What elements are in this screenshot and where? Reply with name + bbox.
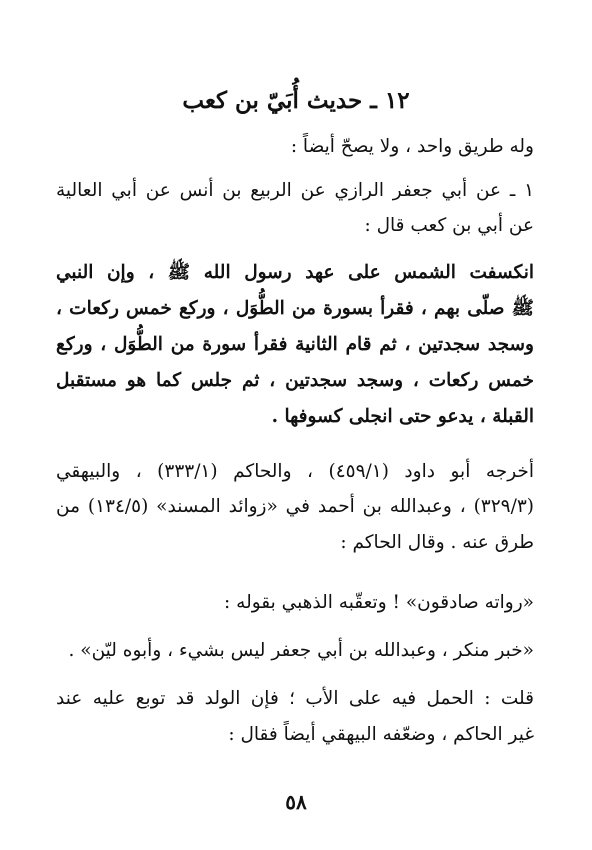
takhrij-line-2: (٣٢٩/٣) ، وعبدالله بن أحمد في «زوائد المسند» (١٣٤/٥) من bbox=[56, 496, 534, 517]
takhrij-line-3: طرق عنه . وقال الحاكم : bbox=[340, 532, 534, 553]
hadith-text-line-4: خمس ركعات ، وسجد سجدتين ، ثم جلس كما هو مستقبل bbox=[56, 370, 534, 391]
hadith-text-line-1: انكسفت الشمس على عهد رسول الله ﷺ ، وإن النبي bbox=[56, 262, 534, 283]
dhahabi-quote: «خبر منكر ، وعبدالله بن أبي جعفر ليس بشيء ، وأبوه ليّن» . bbox=[68, 640, 534, 661]
hadith-text-line-2: ﷺ صلّى بهم ، فقرأ بسورة من الطُّوَل ، وركع خمس ركعات ، bbox=[56, 298, 534, 319]
author-comment-line-2: غير الحاكم ، وضعّفه البيهقي أيضاً فقال : bbox=[228, 724, 534, 745]
takhrij-line-1: أخرجه أبو داود (٤٥٩/١) ، والحاكم (٣٣٣/١) ، والبيهقي bbox=[56, 461, 534, 482]
narration-line-2: عن أبي بن كعب قال : bbox=[364, 215, 534, 236]
narration-line-1: ١ ـ عن أبي جعفر الرازي عن الربيع بن أنس عن أبي العالية bbox=[56, 180, 534, 201]
page-number: ٥٨ bbox=[285, 790, 307, 814]
hakim-quote: «رواته صادقون» ! وتعقّبه الذهبي بقوله : bbox=[224, 592, 534, 613]
intro-line: وله طريق واحد ، ولا يصحّ أيضاً : bbox=[290, 136, 534, 157]
hadith-text-line-3: وسجد سجدتين ، ثم قام الثانية فقرأ سورة من الطُّوَل ، وركع bbox=[56, 334, 534, 355]
section-title: ١٢ ـ حديث أُبَيّ بن كعب bbox=[182, 87, 410, 114]
author-comment-line-1: قلت : الحمل فيه على الأب ؛ فإن الولد قد توبع عليه عند bbox=[56, 688, 534, 709]
hadith-text-line-5: القبلة ، يدعو حتى انجلى كسوفها . bbox=[271, 406, 534, 427]
